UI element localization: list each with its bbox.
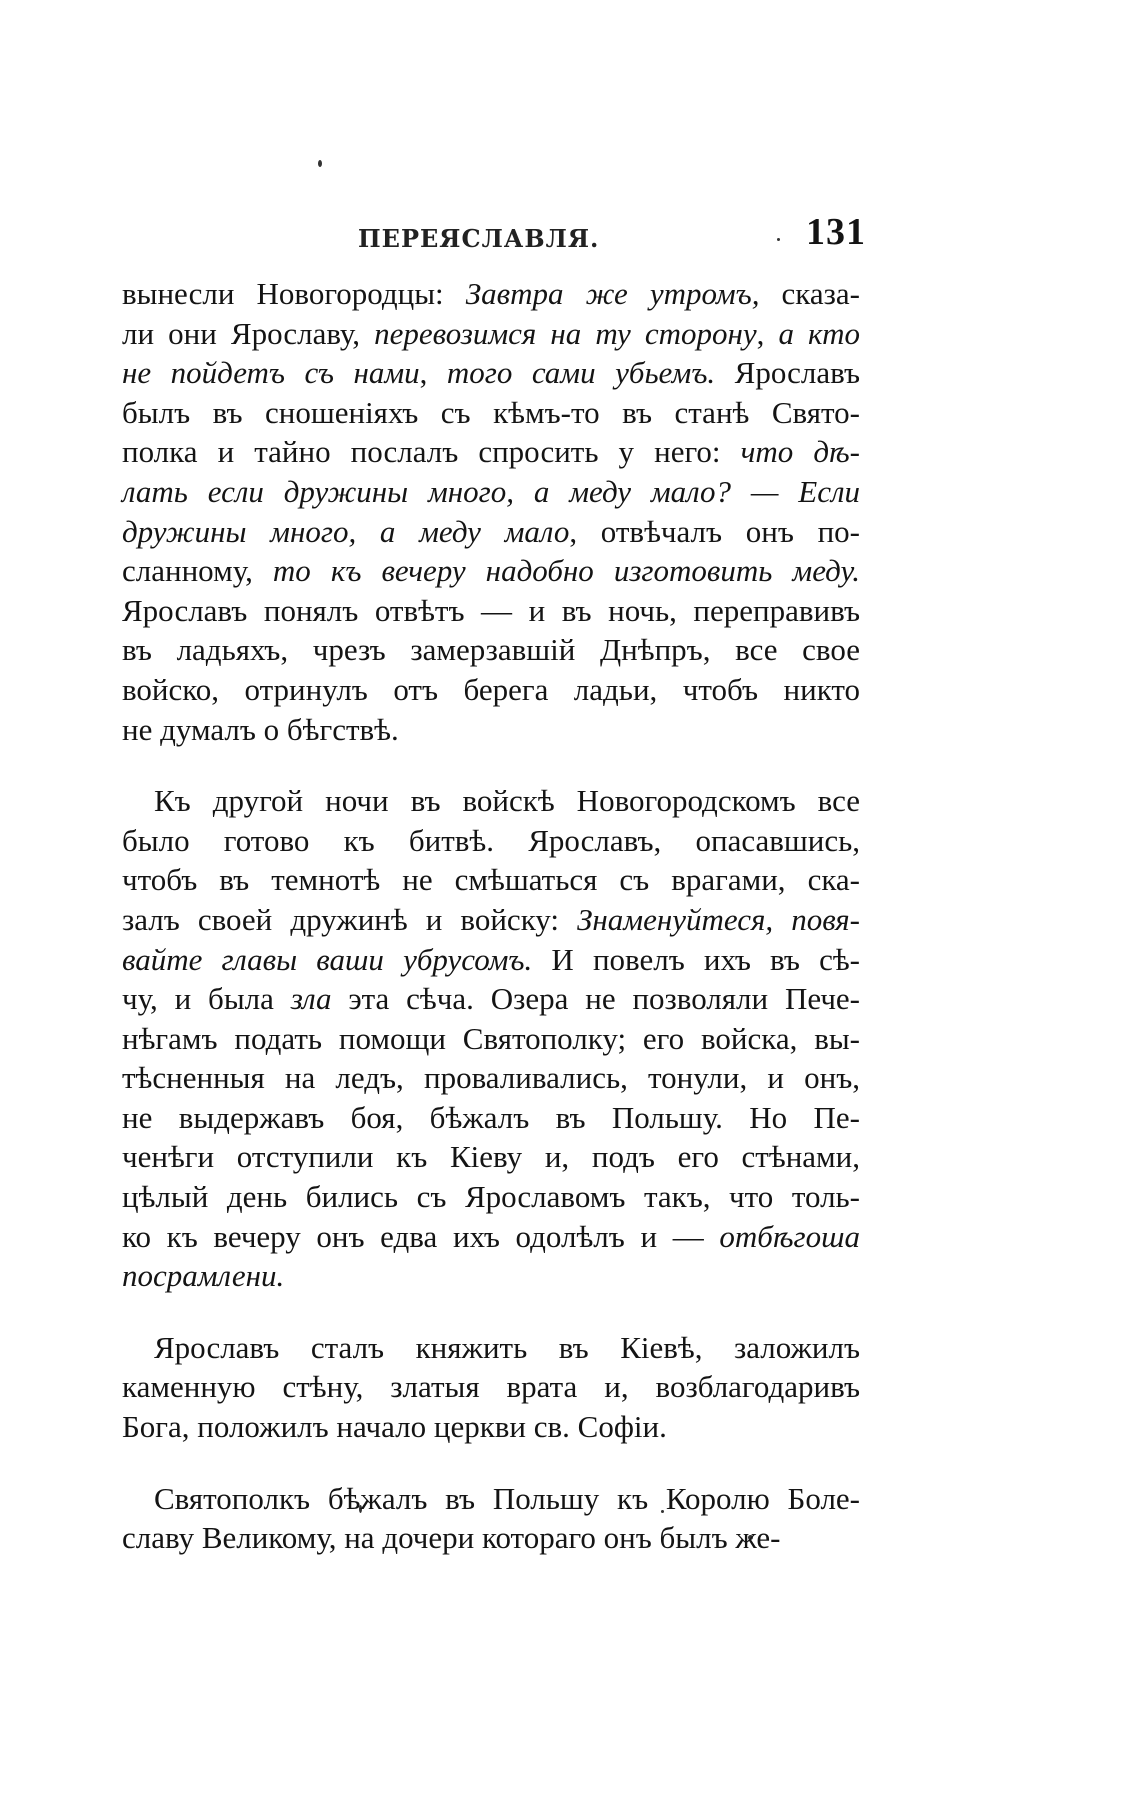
text-line: [122, 274, 860, 314]
italic-text: посрамлени.: [122, 1258, 285, 1294]
italic-text: Завтра же утромъ,: [465, 276, 760, 311]
text-line: [122, 393, 860, 433]
text-line: [122, 472, 860, 512]
text-segment: Бога, положилъ начало церкви св. Софіи.: [122, 1409, 667, 1445]
italic-text: лать если дружины много, а меду мало? — Если: [122, 473, 860, 509]
text-segment: вынесли Новогородцы:: [122, 276, 466, 311]
text-segment: каменную стѣну, златыя врата и, возблагодаривъ: [122, 1369, 860, 1405]
text-segment: славу Великому, на дочери котораго онъ былъ же-: [122, 1520, 781, 1556]
text-segment: въ ладьяхъ, чрезъ замерзавшій Днѣпръ, все свое: [122, 632, 860, 668]
text-segment: не думалъ о бѣгствѣ.: [122, 711, 399, 747]
text-line: [122, 940, 860, 980]
body-text: [122, 274, 860, 1590]
text-segment: чу, и была: [122, 981, 291, 1017]
italic-text: а кто: [778, 315, 861, 351]
text-segment: было готово къ битвѣ. Ярославъ, опасавшись,: [122, 822, 860, 858]
paragraph: [122, 274, 860, 749]
text-line: [122, 1256, 860, 1296]
italic-text: того сами убьемъ.: [446, 355, 716, 391]
italic-text: не пойдетъ съ нами: [122, 355, 420, 391]
text-line: [122, 710, 860, 750]
text-line: [122, 821, 860, 861]
text-segment: войско, отринулъ отъ берега ладьи, чтобъ никто: [122, 671, 860, 707]
running-head: ПЕРЕЯСЛАВЛЯ.: [358, 224, 600, 253]
page-header: [122, 212, 866, 258]
text-segment: сланному,: [122, 553, 273, 589]
italic-text: Знаменуйтеся, повя-: [577, 901, 860, 937]
text-line: [122, 860, 860, 900]
text-line: [122, 353, 860, 393]
italic-text: перевозимся на ту сторону: [374, 315, 757, 351]
text-line: [122, 1328, 860, 1368]
paragraph: [122, 781, 860, 1296]
text-line: [122, 630, 860, 670]
text-line: [122, 1407, 860, 1447]
text-segment: , отвѣчалъ онъ по-: [569, 513, 860, 549]
italic-text: отбѣгоша: [719, 1218, 860, 1254]
text-segment: Ярославъ сталъ княжить въ Кіевѣ, заложилъ: [154, 1329, 860, 1365]
text-segment: Къ другой ночи въ войскѣ Новогородскомъ все: [154, 783, 860, 819]
text-line: [122, 1098, 860, 1138]
text-segment: полка и тайно послалъ спросить у него:: [122, 434, 741, 470]
text-segment: Святополкъ бѣжалъ въ Польшу къ Королю Боле-: [154, 1480, 860, 1516]
text-segment: ченѣги отступили къ Кіеву и, подъ его стѣнами,: [122, 1139, 860, 1175]
text-segment: Ярославъ понялъ отвѣтъ — и въ ночь, переправивъ: [122, 592, 860, 628]
text-line: [122, 1137, 860, 1177]
text-segment: ,: [756, 315, 779, 351]
paragraph: [122, 1479, 860, 1558]
text-segment: тѣсненныя на ледъ, проваливались, тонули, и онъ,: [122, 1060, 860, 1096]
italic-text: зла: [290, 981, 332, 1017]
text-line: [122, 781, 860, 821]
text-segment: ли они Ярославу,: [122, 315, 375, 351]
text-line: [122, 1367, 860, 1407]
text-line: [122, 1177, 860, 1217]
text-line: [122, 670, 860, 710]
text-line: [122, 900, 860, 940]
text-line: [122, 1058, 860, 1098]
text-segment: сказа-: [759, 276, 860, 311]
italic-text: дружины много, а меду мало: [122, 513, 570, 549]
text-segment: не выдержавъ боя, бѣжалъ въ Польшу. Но Пе-: [122, 1099, 860, 1135]
text-segment: цѣлый день бились съ Ярославомъ такъ, что толь-: [122, 1179, 860, 1215]
text-line: [122, 1479, 860, 1519]
text-line: [122, 1518, 860, 1558]
page-number: 131: [806, 211, 866, 253]
text-segment: ко къ вечеру онъ едва ихъ одолѣлъ и —: [122, 1218, 720, 1254]
text-line: [122, 979, 860, 1019]
text-segment: эта сѣча. Озера не позволяли Пече-: [331, 981, 860, 1017]
text-line: [122, 591, 860, 631]
text-segment: залъ своей дружинѣ и войску:: [122, 901, 578, 937]
italic-text: вайте главы ваши убрусомъ.: [122, 941, 533, 977]
paragraph: [122, 1328, 860, 1447]
text-segment: ,: [419, 355, 447, 391]
text-segment: былъ въ сношеніяхъ съ кѣмъ-то въ станѣ Свято-: [122, 394, 860, 430]
text-line: [122, 314, 860, 354]
text-segment: И повелъ ихъ въ сѣ-: [532, 941, 860, 977]
text-line: [122, 432, 860, 472]
text-segment: нѣгамъ подать помощи Святополку; его войска, вы-: [122, 1020, 860, 1056]
italic-text: то къ вечеру надобно изготовить меду.: [272, 553, 861, 589]
text-line: [122, 1217, 860, 1257]
text-line: [122, 551, 860, 591]
text-segment: Ярославъ: [715, 355, 860, 391]
italic-text: что дѣ-: [740, 434, 860, 470]
text-line: [122, 1019, 860, 1059]
text-segment: чтобъ въ темнотѣ не смѣшаться съ врагами, ска-: [122, 862, 860, 898]
text-line: [122, 512, 860, 552]
